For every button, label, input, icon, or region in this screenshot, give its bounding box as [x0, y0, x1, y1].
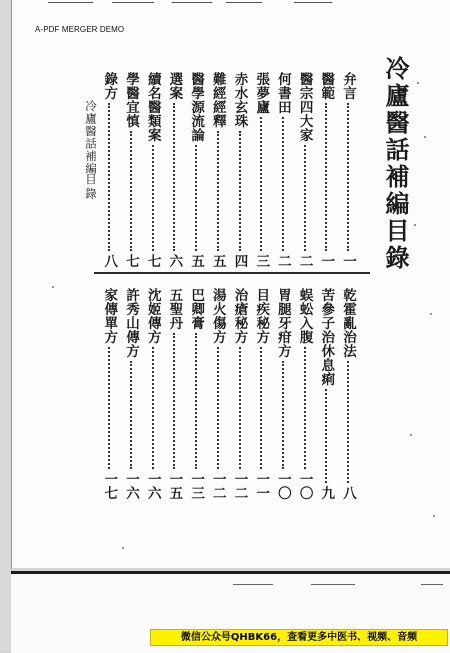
toc-entry-label: 難經經釋	[209, 72, 226, 128]
toc-entry-label: 張夢廬	[253, 72, 270, 114]
toc-entry-label: 醫宗四大家	[296, 72, 313, 142]
toc-entry-label: 續名醫類案	[144, 72, 161, 142]
toc-leader-dots	[152, 347, 154, 469]
toc-leader-dots	[152, 145, 154, 251]
toc-leader-dots	[217, 131, 219, 251]
footer-promo-banner: 微信公众号QHBK66，查看更多中医书、视频、音频	[150, 629, 448, 646]
toc-entry-page: 一五	[166, 472, 183, 500]
scan-speck	[414, 224, 416, 226]
watermark-banner: A-PDF MERGER DEMO	[35, 25, 125, 34]
strip-edge-mark	[421, 584, 443, 585]
section-divider	[94, 272, 370, 274]
toc-entry-label: 湯火傷方	[209, 288, 226, 344]
toc-entry-label: 巴卿膏	[188, 288, 205, 330]
toc-entry-page: 一二	[209, 472, 226, 500]
toc-entry-page: 七	[123, 254, 139, 268]
toc-entry-label: 目疾秘方	[253, 288, 270, 344]
toc-entry	[252, 72, 270, 268]
running-head-title: 冷廬醫話補編	[84, 100, 98, 175]
toc-entry-page: 五	[209, 254, 226, 268]
toc-entry-page: 九	[318, 486, 335, 500]
top-edge-mark	[226, 2, 262, 3]
toc-leader-dots	[239, 347, 241, 469]
toc-entry	[317, 288, 335, 500]
toc-entry	[209, 72, 227, 268]
toc-entry-page: 一	[318, 254, 335, 268]
toc-entry	[187, 72, 205, 268]
toc-entry	[296, 288, 314, 500]
toc-entry-page: 一一	[253, 472, 270, 500]
toc-entry-page: 二	[296, 254, 313, 268]
toc-entry-page: 一〇	[296, 472, 313, 500]
scan-speck	[430, 313, 432, 315]
toc-entry-label: 家傳單方	[101, 288, 118, 344]
toc-leader-dots	[173, 103, 175, 251]
top-edge-mark	[112, 2, 154, 3]
toc-entry-label: 乾霍亂治法	[340, 288, 356, 358]
toc-leader-dots	[347, 103, 349, 251]
toc-entry	[122, 72, 140, 268]
scan-speck	[52, 286, 54, 288]
toc-entry-label: 選案	[166, 72, 183, 100]
toc-entry-page: 五	[188, 254, 205, 268]
toc-entry	[339, 288, 357, 500]
toc-entry-page: 一六	[123, 472, 139, 500]
toc-entry-label: 治瘡秘方	[231, 288, 248, 344]
toc-entry	[339, 72, 357, 268]
top-edge-mark	[172, 2, 212, 3]
toc-entry-label: 錄方	[101, 72, 118, 100]
toc-entry-page: 四	[231, 254, 248, 268]
page-title: 冷廬醫話補編目錄	[381, 56, 410, 272]
toc-leader-dots	[347, 361, 349, 483]
toc-entry-page: 七	[144, 254, 161, 268]
toc-entry	[165, 72, 183, 268]
toc-entry	[231, 288, 249, 500]
toc-entry-page: 八	[101, 254, 118, 268]
toc-leader-dots	[304, 347, 306, 469]
scan-speck	[417, 82, 419, 84]
toc-entry-page: 一三	[188, 472, 205, 500]
toc-leader-dots	[108, 103, 110, 251]
toc-entry-label: 胃腿牙疳方	[274, 288, 291, 358]
toc-leader-dots	[304, 145, 306, 251]
toc-leader-dots	[108, 347, 110, 469]
toc-leader-dots	[130, 361, 132, 469]
toc-entry	[296, 72, 314, 268]
scan-speck	[410, 434, 412, 436]
toc-entry-label: 醫學源流論	[188, 72, 205, 142]
toc-entry	[274, 72, 292, 268]
toc-entry-page: 八	[340, 486, 356, 500]
toc-entry-page: 六	[166, 254, 183, 268]
toc-entry-label: 學醫宜慎	[123, 72, 139, 128]
toc-leader-dots	[282, 361, 284, 469]
toc-entry	[144, 288, 162, 500]
toc-leader-dots	[195, 145, 197, 251]
toc-entry-label: 弁言	[340, 72, 356, 100]
scanned-page	[11, 0, 450, 568]
toc-entry	[165, 288, 183, 500]
toc-entry-page: 一二	[231, 472, 248, 500]
toc-entry-label: 苦參子治休息痢	[318, 288, 335, 386]
toc-entry-page: 一〇	[274, 472, 291, 500]
toc-entry-label: 五聖丹	[166, 288, 183, 330]
toc-leader-dots	[260, 347, 262, 469]
toc-entry-label: 醫範	[318, 72, 335, 100]
toc-leader-dots	[260, 117, 262, 251]
toc-entry	[100, 72, 118, 268]
scan-speck	[424, 136, 426, 138]
toc-entry	[231, 72, 249, 268]
toc-entry-label: 赤水玄珠	[231, 72, 248, 128]
toc-leader-dots	[325, 389, 327, 483]
toc-entry-label: 沈姬傳方	[144, 288, 161, 344]
running-head-label: 目錄	[84, 173, 98, 202]
top-edge-mark	[48, 2, 93, 3]
toc-entry-label: 許秀山傳方	[123, 288, 139, 358]
toc-leader-dots	[325, 103, 327, 251]
toc-entry-label: 蜈蚣入腹	[296, 288, 313, 344]
toc-entry	[252, 288, 270, 500]
toc-leader-dots	[195, 333, 197, 469]
toc-entry	[317, 72, 335, 268]
toc-entry-page: 一	[340, 254, 356, 268]
toc-entry	[122, 288, 140, 500]
toc-leader-dots	[282, 117, 284, 251]
toc-entry	[187, 288, 205, 500]
toc-leader-dots	[239, 131, 241, 251]
toc-leader-dots	[217, 347, 219, 469]
toc-entry	[209, 288, 227, 500]
toc-entry	[274, 288, 292, 500]
toc-entry	[144, 72, 162, 268]
toc-entry-label: 何書田	[274, 72, 291, 114]
strip-edge-mark	[233, 584, 273, 585]
top-edge-mark	[294, 2, 332, 3]
toc-entry-page: 一七	[101, 472, 118, 500]
scan-speck	[433, 515, 435, 517]
toc-leader-dots	[130, 131, 132, 251]
scan-speck	[122, 547, 124, 549]
toc-entry-page: 三	[253, 254, 270, 268]
toc-entry	[100, 288, 118, 500]
toc-entry-page: 一六	[144, 472, 161, 500]
toc-leader-dots	[173, 333, 175, 469]
toc-entry-page: 二	[274, 254, 291, 268]
strip-edge-mark	[311, 584, 355, 585]
